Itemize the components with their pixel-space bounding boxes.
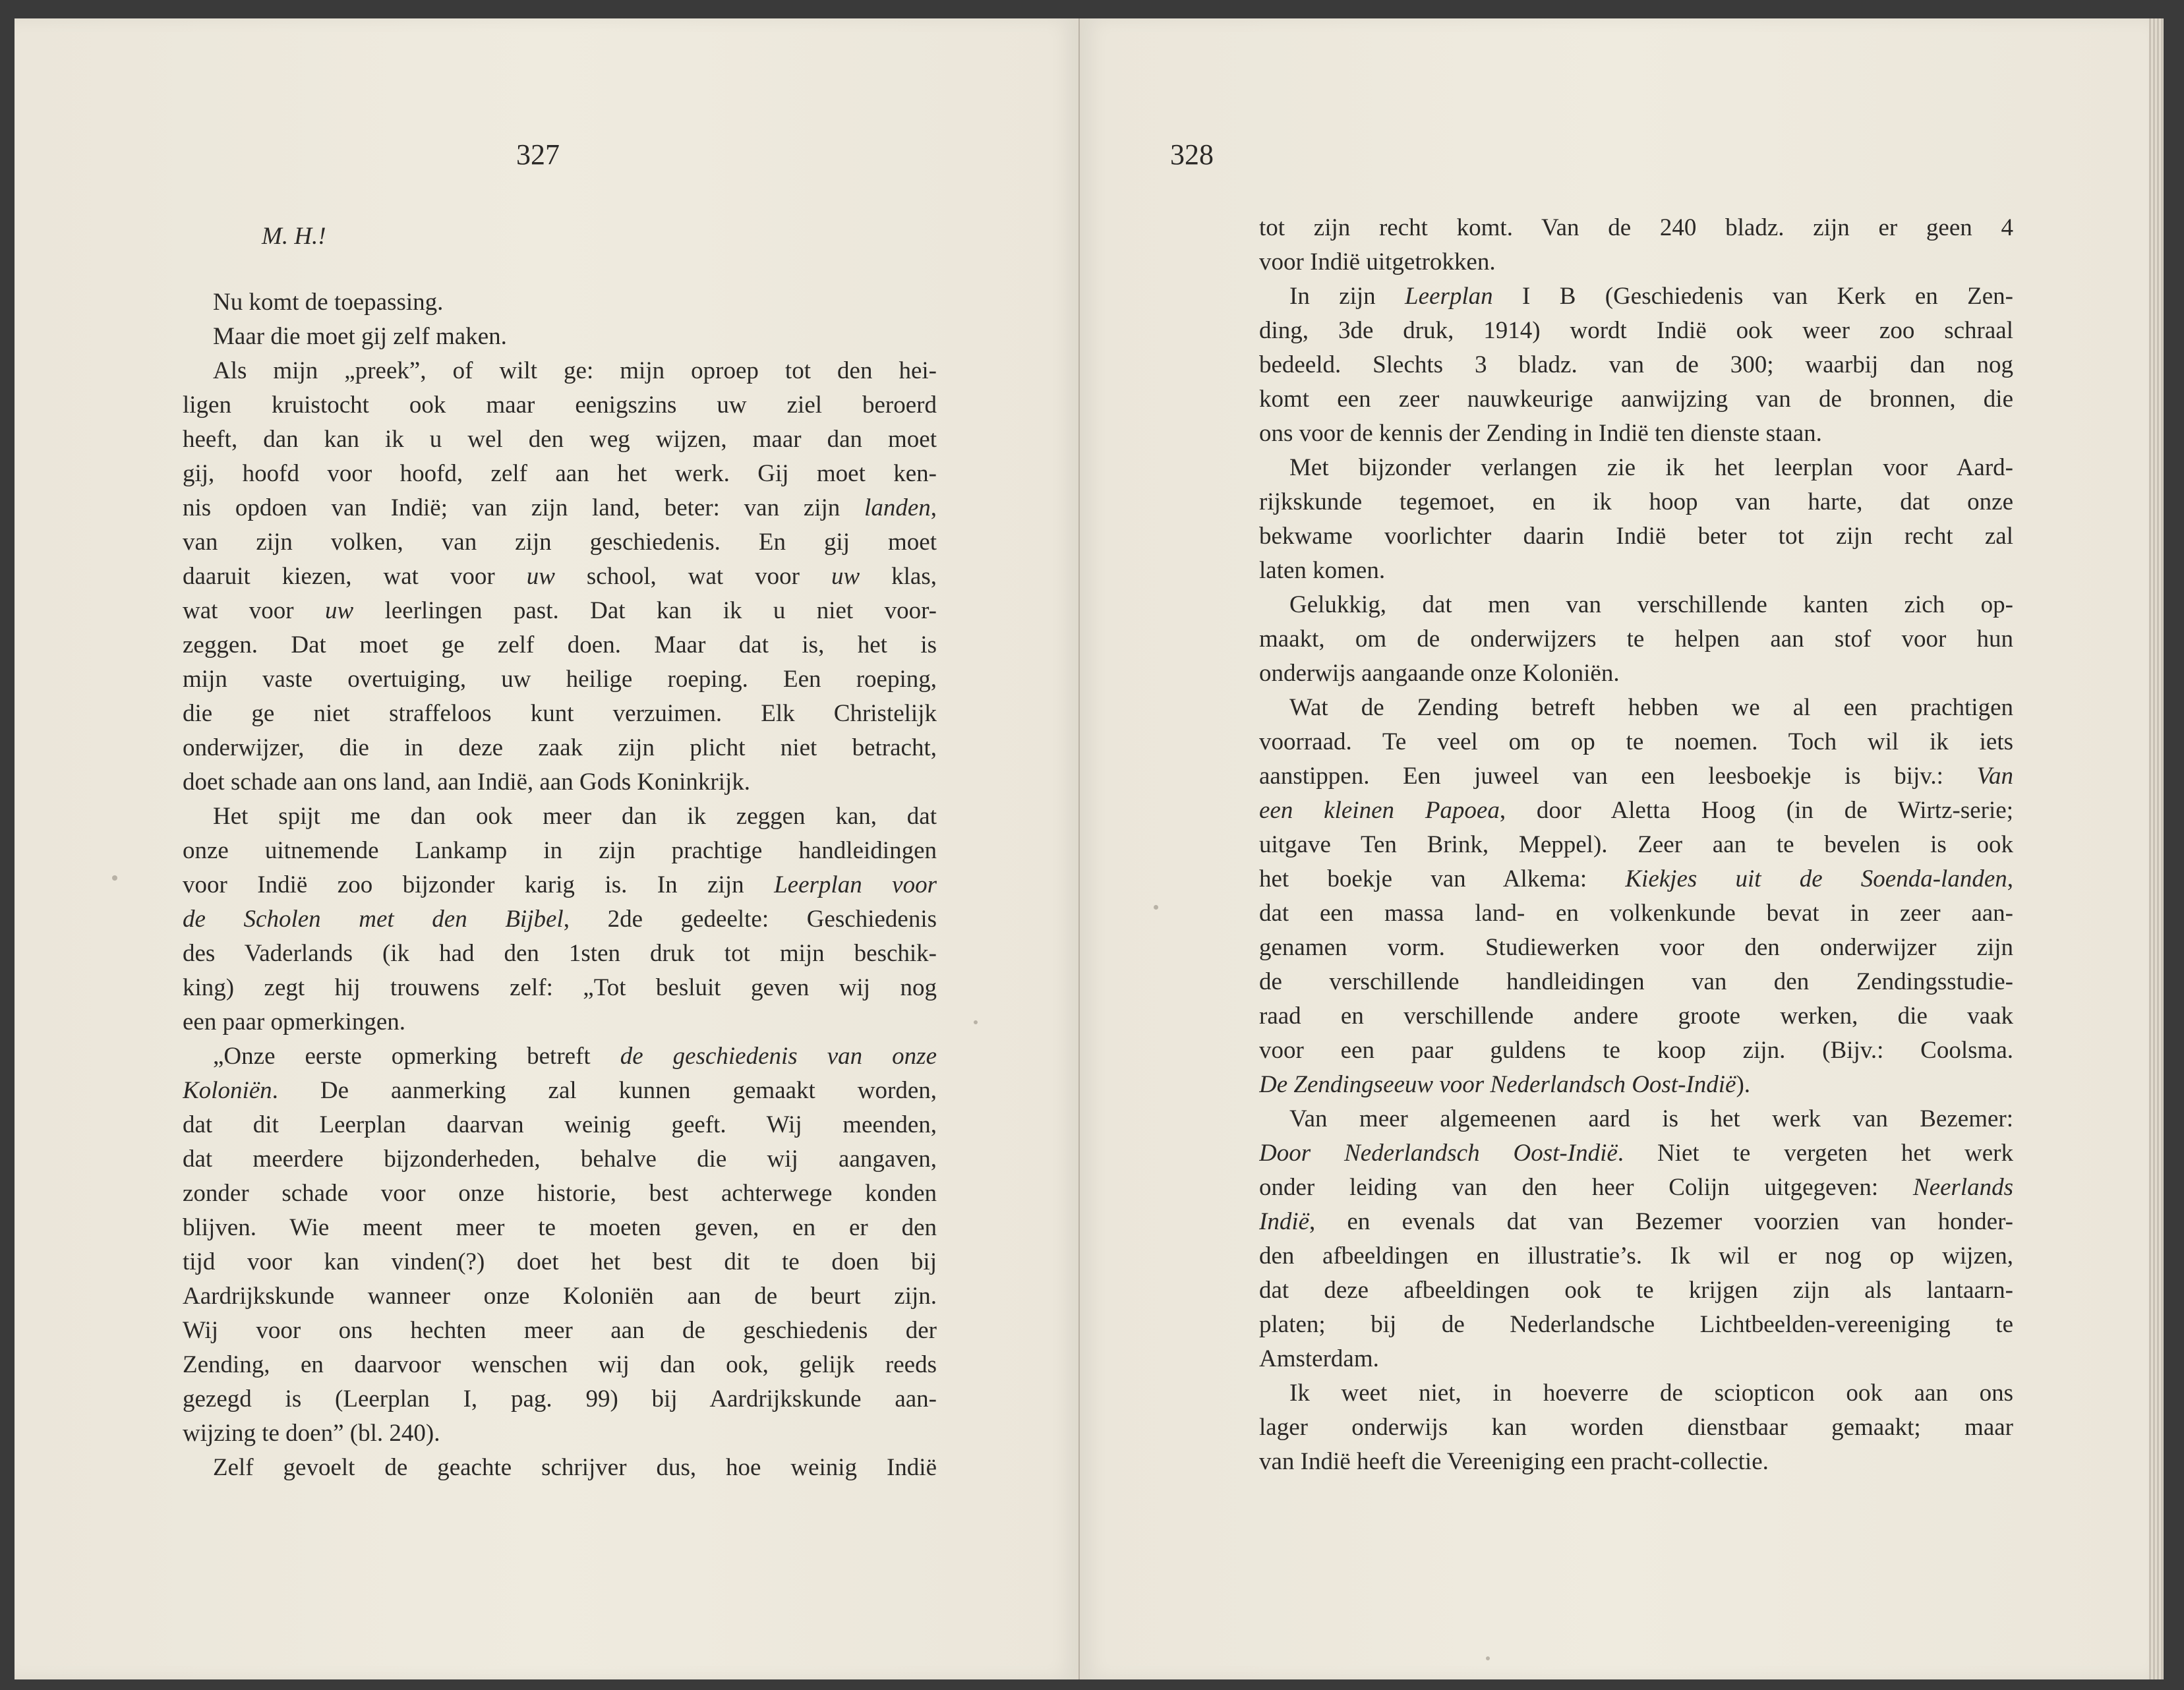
text-line bbox=[183, 731, 937, 765]
text-line bbox=[183, 491, 937, 525]
paper-speck bbox=[112, 875, 117, 881]
left-page bbox=[15, 18, 1080, 1679]
text-run: Zending, en daarvoor wenschen wij dan ook, gelijk reeds bbox=[183, 1351, 937, 1378]
italic-run: uw bbox=[325, 597, 354, 624]
text-line bbox=[1259, 862, 2013, 896]
text-run: Wat de Zending betreft hebben we al een prachtigen bbox=[1289, 694, 2013, 721]
text-run: , en evenals dat van Bezemer voorzien van honder- bbox=[1309, 1208, 2013, 1235]
text-run: tijd voor kan vinden(?) doet het best dit te doen bij bbox=[183, 1248, 937, 1275]
italic-run: Neerlands bbox=[1912, 1174, 2013, 1201]
text-run: klas, bbox=[860, 563, 937, 590]
text-line bbox=[1259, 1034, 2013, 1068]
text-line bbox=[1259, 1411, 2013, 1445]
italic-run: Van bbox=[1976, 763, 2013, 790]
text-line bbox=[183, 1245, 937, 1279]
text-run: , door Aletta Hoog (in de Wirtz-serie; bbox=[1499, 797, 2013, 824]
text-line bbox=[183, 1108, 937, 1142]
italic-run: Indië bbox=[1259, 1208, 1310, 1235]
text-line bbox=[183, 457, 937, 491]
text-line bbox=[183, 765, 937, 800]
right-page bbox=[1080, 18, 2149, 1679]
text-run: van zijn volken, van zijn geschiedenis. En gij moet bbox=[183, 529, 937, 556]
text-run: ligen kruistocht ook maar eenigszins uw ziel beroerd bbox=[183, 392, 937, 419]
text-run: ding, 3de druk, 1914) wordt Indië ook weer zoo schraal bbox=[1259, 317, 2013, 344]
text-run: „Onze eerste opmerking betreft bbox=[213, 1043, 620, 1070]
text-line bbox=[1259, 1445, 2013, 1479]
text-run: Met bijzonder verlangen zie ik het leerplan voor Aard- bbox=[1289, 454, 2013, 481]
text-line bbox=[1259, 965, 2013, 999]
text-line bbox=[183, 388, 937, 422]
text-run: blijven. Wie meent meer te moeten geven, en er den bbox=[183, 1214, 937, 1241]
text-line bbox=[183, 1005, 937, 1039]
text-line bbox=[1259, 1239, 2013, 1273]
text-line bbox=[183, 662, 937, 697]
text-line bbox=[183, 902, 937, 937]
text-line bbox=[1259, 211, 2013, 245]
text-line bbox=[183, 697, 937, 731]
text-line bbox=[1259, 1342, 2013, 1376]
text-run: Maar die moet gij zelf maken. bbox=[213, 323, 507, 350]
text-line bbox=[1259, 828, 2013, 862]
text-line bbox=[1259, 1273, 2013, 1308]
text-run: komt een zeer nauwkeurige aanwijzing van de bronnen, die bbox=[1259, 386, 2013, 413]
text-run: genamen vorm. Studiewerken voor den onderwijzer zijn bbox=[1259, 934, 2013, 961]
text-lines bbox=[1259, 211, 2013, 1479]
text-line bbox=[183, 1039, 937, 1074]
text-run: , 2de gedeelte: Geschiedenis bbox=[563, 906, 937, 933]
text-run: een paar opmerkingen. bbox=[183, 1008, 405, 1035]
book-spread bbox=[15, 18, 2164, 1679]
text-line bbox=[183, 1279, 937, 1314]
text-run: Zelf gevoelt de geachte schrijver dus, hoe weinig Indië bbox=[213, 1454, 937, 1481]
page-number: 327 bbox=[516, 138, 560, 171]
text-run: des Vaderlands (ik had den 1sten druk tot mijn beschik- bbox=[183, 940, 937, 967]
page-edges bbox=[2149, 18, 2164, 1679]
text-line bbox=[1259, 485, 2013, 519]
text-line bbox=[183, 285, 937, 320]
text-run: Nu komt de toepassing. bbox=[213, 289, 444, 316]
text-line bbox=[1259, 245, 2013, 279]
italic-run: Door Nederlandsch Oost-Indië bbox=[1259, 1140, 1618, 1167]
text-run: dat meerdere bijzonderheden, behalve die wij aangaven, bbox=[183, 1146, 937, 1173]
text-run: lager onderwijs kan worden dienstbaar gemaakt; maar bbox=[1259, 1414, 2013, 1441]
text-run: bedeeld. Slechts 3 bladz. van de 300; waarbij dan nog bbox=[1259, 351, 2013, 378]
text-line bbox=[183, 594, 937, 628]
text-run: Van meer algemeenen aard is het werk van Bezemer: bbox=[1289, 1105, 2013, 1132]
text-run: onze uitnemende Lankamp in zijn prachtige handleidingen bbox=[183, 837, 937, 864]
text-run: nis opdoen van Indië; van zijn land, beter: van zijn bbox=[183, 494, 865, 521]
italic-run: De Zendingseeuw voor Nederlandsch Oost-Indië bbox=[1259, 1071, 1736, 1098]
text-line bbox=[183, 525, 937, 560]
text-run: voor Indië zoo bijzonder karig is. In zijn bbox=[183, 871, 775, 898]
text-run: I B (Geschiedenis van Kerk en Zen- bbox=[1492, 283, 2013, 310]
text-run: Gelukkig, dat men van verschillende kanten zich op- bbox=[1289, 591, 2013, 618]
text-run: onderwijzer, die in deze zaak zijn plicht niet betracht, bbox=[183, 734, 937, 761]
paper-speck bbox=[1154, 905, 1158, 910]
text-run: wijzing te doen” (bl. 240). bbox=[183, 1420, 440, 1447]
text-line bbox=[1259, 1205, 2013, 1239]
italic-run: de geschiedenis van onze bbox=[620, 1043, 937, 1070]
text-line bbox=[183, 834, 937, 868]
text-line bbox=[183, 971, 937, 1005]
text-line bbox=[1259, 417, 2013, 451]
text-run: In zijn bbox=[1289, 283, 1405, 310]
text-run: dat een massa land- en volkenkunde bevat in zeer aan- bbox=[1259, 900, 2013, 927]
italic-run: Kiekjes uit de Soenda-landen bbox=[1625, 865, 2007, 892]
text-line bbox=[1259, 348, 2013, 382]
text-line bbox=[183, 800, 937, 834]
page-number: 328 bbox=[1170, 138, 1214, 171]
text-run: onder leiding van den heer Colijn uitgegeven: bbox=[1259, 1174, 1913, 1201]
text-run: het boekje van Alkema: bbox=[1259, 865, 1626, 892]
text-run: doet schade aan ons land, aan Indië, aan Gods Koninkrijk. bbox=[183, 769, 751, 796]
paper-speck bbox=[1486, 1656, 1490, 1660]
text-run: voorraad. Te veel om op te noemen. Toch wil ik iets bbox=[1259, 728, 2013, 755]
text-line bbox=[1259, 1102, 2013, 1136]
text-run: dat dit Leerplan daarvan weinig geeft. Wij meenden, bbox=[183, 1111, 937, 1138]
text-run: , bbox=[2007, 865, 2013, 892]
text-line bbox=[183, 868, 937, 902]
text-run: Wij voor ons hechten meer aan de geschiedenis der bbox=[183, 1317, 937, 1344]
text-line bbox=[1259, 279, 2013, 314]
text-line bbox=[1259, 622, 2013, 656]
text-run: voor Indië uitgetrokken. bbox=[1259, 248, 1496, 276]
text-run: Als mijn „preek”, of wilt ge: mijn oproep tot den hei- bbox=[213, 357, 937, 384]
text-run: ). bbox=[1736, 1071, 1751, 1098]
text-line bbox=[1259, 1136, 2013, 1171]
text-run: . De aanmerking zal kunnen gemaakt worden, bbox=[272, 1077, 937, 1104]
text-line bbox=[1259, 519, 2013, 554]
text-run: de verschillende handleidingen van den Zendingsstudie- bbox=[1259, 968, 2013, 995]
text-line bbox=[1259, 725, 2013, 759]
text-line bbox=[183, 560, 937, 594]
text-line bbox=[183, 1177, 937, 1211]
text-run: Ik weet niet, in hoeverre de sciopticon ook aan ons bbox=[1289, 1380, 2013, 1407]
text-run: den afbeeldingen en illustratie’s. Ik wil er nog op wijzen, bbox=[1259, 1242, 2013, 1269]
text-run: mijn vaste overtuiging, uw heilige roeping. Een roeping, bbox=[183, 666, 937, 693]
text-line bbox=[183, 354, 937, 388]
text-line bbox=[183, 1382, 937, 1416]
text-run: daaruit kiezen, wat voor bbox=[183, 563, 527, 590]
italic-run: landen bbox=[864, 494, 931, 521]
text-line bbox=[1259, 999, 2013, 1034]
text-run: van Indië heeft die Vereeniging een pracht-collectie. bbox=[1259, 1448, 1769, 1475]
text-run: platen; bij de Nederlandsche Lichtbeelden-vereeniging te bbox=[1259, 1311, 2013, 1338]
text-line bbox=[1259, 759, 2013, 794]
text-line bbox=[183, 1074, 937, 1108]
text-run: die ge niet straffeloos kunt verzuimen. Elk Christelijk bbox=[183, 700, 937, 727]
text-line bbox=[1259, 1171, 2013, 1205]
italic-run: uw bbox=[831, 563, 860, 590]
text-run: bekwame voorlichter daarin Indië beter tot zijn recht zal bbox=[1259, 523, 2013, 550]
italic-run: Leerplan voor bbox=[774, 871, 937, 898]
text-run: onderwijs aangaande onze Koloniën. bbox=[1259, 660, 1620, 687]
text-line bbox=[183, 422, 937, 457]
text-line bbox=[1259, 554, 2013, 588]
text-run: Aardrijkskunde wanneer onze Koloniën aan de beurt zijn. bbox=[183, 1283, 937, 1310]
paper-speck bbox=[974, 1020, 978, 1024]
text-line bbox=[1259, 1308, 2013, 1342]
text-run: Het spijt me dan ook meer dan ik zeggen kan, dat bbox=[213, 803, 937, 830]
salutation: M. H.! bbox=[262, 223, 326, 250]
text-line bbox=[1259, 794, 2013, 828]
italic-run: Leerplan bbox=[1405, 283, 1493, 310]
text-line bbox=[1259, 1376, 2013, 1411]
text-line bbox=[183, 937, 937, 971]
text-run: tot zijn recht komt. Van de 240 bladz. zijn er geen 4 bbox=[1259, 214, 2013, 241]
text-run: gezegd is (Leerplan I, pag. 99) bij Aardrijkskunde aan- bbox=[183, 1385, 937, 1413]
italic-run: de Scholen met den Bijbel bbox=[183, 906, 564, 933]
italic-run: Koloniën bbox=[183, 1077, 272, 1104]
text-run: aanstippen. Een juweel van een leesboekje is bijv.: bbox=[1259, 763, 1977, 790]
text-line bbox=[183, 1348, 937, 1382]
text-run: king) zegt hij trouwens zelf: „Tot besluit geven wij nog bbox=[183, 974, 937, 1001]
text-run: uitgave Ten Brink, Meppel). Zeer aan te bevelen is ook bbox=[1259, 831, 2013, 858]
text-run: leerlingen past. Dat kan ik u niet voor- bbox=[353, 597, 937, 624]
text-run: wat voor bbox=[183, 597, 325, 624]
text-run: dat deze afbeeldingen ook te krijgen zijn als lantaarn- bbox=[1259, 1277, 2013, 1304]
text-line bbox=[1259, 691, 2013, 725]
text-run: school, wat voor bbox=[554, 563, 831, 590]
text-line bbox=[1259, 896, 2013, 931]
text-run: voor een paar guldens te koop zijn. (Bijv.: Coolsma. bbox=[1259, 1037, 2013, 1064]
text-run: zeggen. Dat moet ge zelf doen. Maar dat is, het is bbox=[183, 631, 937, 658]
text-run: laten komen. bbox=[1259, 557, 1386, 584]
text-run: , bbox=[930, 494, 937, 521]
text-run: gij, hoofd voor hoofd, zelf aan het werk. Gij moet ken- bbox=[183, 460, 937, 487]
text-line bbox=[183, 628, 937, 662]
text-run: zonder schade voor onze historie, best achterwege konden bbox=[183, 1180, 937, 1207]
text-line bbox=[1259, 656, 2013, 691]
text-line bbox=[1259, 931, 2013, 965]
text-line bbox=[183, 1451, 937, 1485]
text-line bbox=[1259, 314, 2013, 348]
text-line bbox=[183, 320, 937, 354]
text-line bbox=[183, 1211, 937, 1245]
text-line bbox=[183, 1314, 937, 1348]
italic-run: uw bbox=[526, 563, 555, 590]
text-run: raad en verschillende andere groote werken, die vaak bbox=[1259, 1003, 2013, 1030]
text-line bbox=[183, 1142, 937, 1177]
text-run: Amsterdam. bbox=[1259, 1345, 1379, 1372]
text-line bbox=[1259, 382, 2013, 417]
page-text bbox=[1259, 211, 2013, 1479]
text-run: . Niet te vergeten het werk bbox=[1617, 1140, 2013, 1167]
text-run: ons voor de kennis der Zending in Indië ten dienste staan. bbox=[1259, 420, 1822, 447]
text-line bbox=[1259, 1068, 2013, 1102]
text-run: heeft, dan kan ik u wel den weg wijzen, maar dan moet bbox=[183, 426, 937, 453]
text-lines bbox=[183, 285, 937, 1485]
text-run: rijkskunde tegemoet, en ik hoop van harte, dat onze bbox=[1259, 488, 2013, 515]
italic-run: een kleinen Papoea bbox=[1259, 797, 1500, 824]
text-line bbox=[1259, 588, 2013, 622]
text-line bbox=[183, 1416, 937, 1451]
text-line bbox=[1259, 451, 2013, 485]
page-text bbox=[183, 219, 937, 1485]
text-run: maakt, om de onderwijzers te helpen aan stof voor hun bbox=[1259, 626, 2013, 653]
